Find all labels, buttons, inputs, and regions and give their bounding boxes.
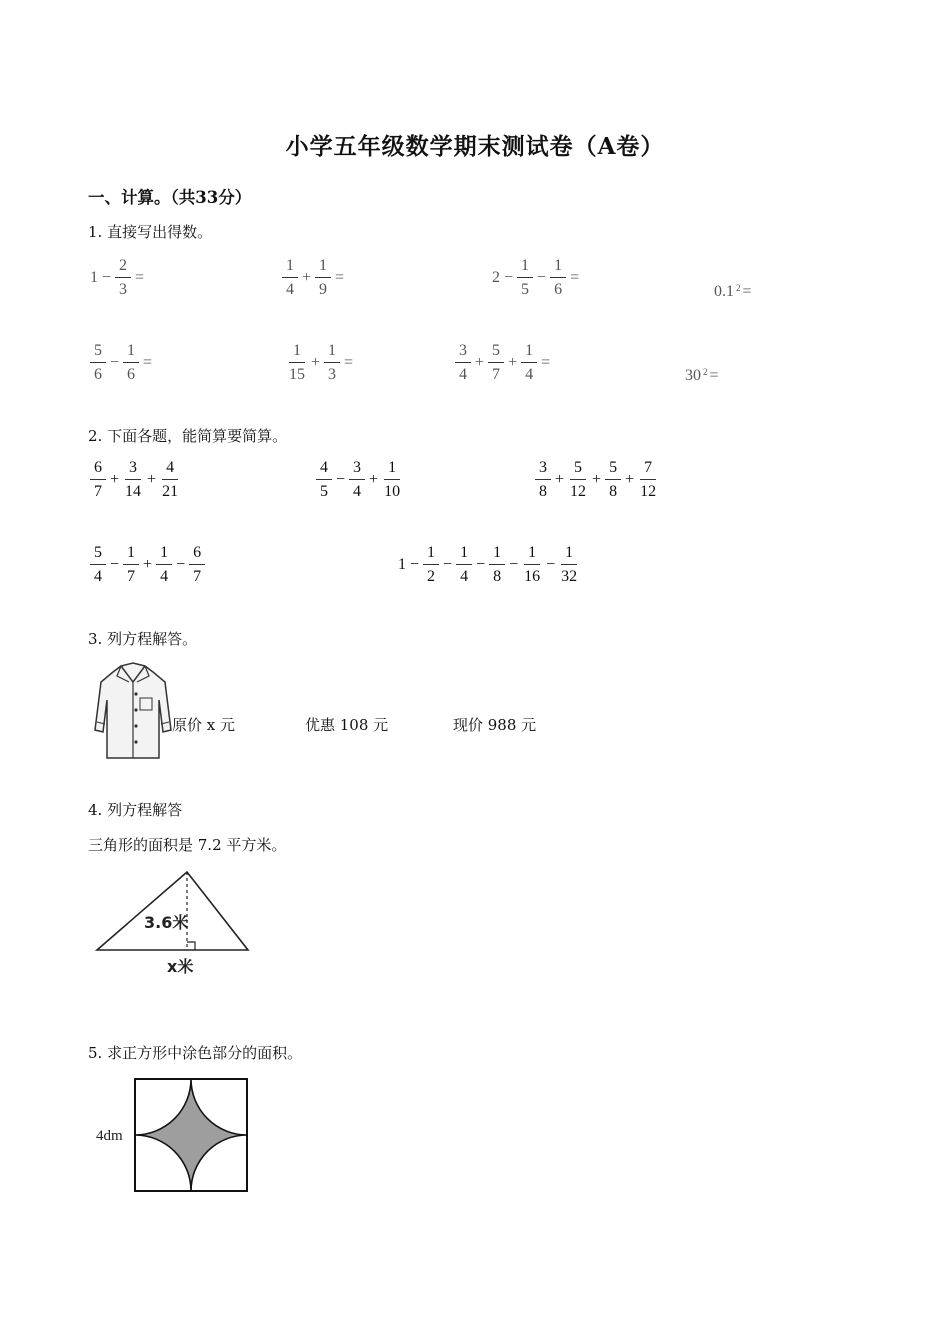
fraction: $\frac{1}{16}$ <box>524 544 541 585</box>
math-token: − <box>410 556 420 573</box>
math-token: = <box>135 269 145 286</box>
math-token: = <box>143 354 153 371</box>
math-token: − <box>110 354 120 371</box>
shirt-icon <box>93 660 173 762</box>
fraction: $\frac{1}{4}$ <box>282 258 298 298</box>
math-token: − <box>336 471 346 488</box>
math-token: 30 <box>685 367 701 384</box>
math-token: + <box>302 269 312 286</box>
fraction: $\frac{5}{12}$ <box>570 459 587 500</box>
math-token: − <box>537 269 547 286</box>
math-token: − <box>110 556 120 573</box>
math-token: + <box>369 471 379 488</box>
current-price: 现价 988 元 <box>453 716 537 734</box>
q2-expr-1 <box>88 460 182 500</box>
fraction: $\frac{3}{4}$ <box>349 460 365 500</box>
exponent: 2 <box>736 283 741 293</box>
fraction: $\frac{1}{8}$ <box>489 545 505 585</box>
square-diagram <box>92 1072 252 1197</box>
fraction: $\frac{1}{15}$ <box>289 342 305 383</box>
fraction: $\frac{4}{21}$ <box>162 459 179 500</box>
math-token: − <box>176 556 186 573</box>
math-token: − <box>546 556 556 573</box>
side-label: 4dm <box>96 1128 123 1144</box>
math-token: + <box>555 471 565 488</box>
q2-label: 2. 下面各题，能简算要简算。 <box>88 427 288 445</box>
fraction: $\frac{5}{6}$ <box>90 343 106 383</box>
discount: 优惠 108 元 <box>305 716 389 734</box>
q1-expr-6 <box>285 343 355 383</box>
math-token: + <box>147 471 157 488</box>
fraction: $\frac{2}{3}$ <box>115 258 131 298</box>
fraction: $\frac{1}{10}$ <box>384 459 401 500</box>
math-token: + <box>592 471 602 488</box>
math-token: = <box>709 367 719 384</box>
original-price: 原价 x 元 <box>172 716 235 734</box>
fraction: $\frac{6}{7}$ <box>189 545 205 585</box>
q2-expr-2 <box>314 460 404 500</box>
q2-expr-3 <box>533 460 660 500</box>
math-token: − <box>476 556 486 573</box>
math-token: + <box>311 354 321 371</box>
fraction: $\frac{1}{6}$ <box>550 258 566 298</box>
math-token: 1 <box>90 269 98 286</box>
fraction: $\frac{6}{7}$ <box>90 460 106 500</box>
q5-label: 5. 求正方形中涂色部分的面积。 <box>88 1044 303 1062</box>
q2-expr-5 <box>396 545 581 585</box>
math-token: 2 <box>492 269 500 286</box>
math-token: 1 <box>398 556 406 573</box>
math-token: 0.1 <box>714 283 734 300</box>
fraction: $\frac{3}{14}$ <box>125 459 142 500</box>
fraction: $\frac{1}{4}$ <box>456 545 472 585</box>
page-title: 小学五年级数学期末测试卷（A卷） <box>285 133 665 160</box>
q1-expr-5 <box>88 343 154 383</box>
fraction: $\frac{7}{12}$ <box>640 459 657 500</box>
fraction: $\frac{3}{4}$ <box>455 343 471 383</box>
fraction: $\frac{5}{8}$ <box>605 460 621 500</box>
q1-expr-4 <box>712 283 754 301</box>
math-token: + <box>475 354 485 371</box>
base-label: x米 <box>167 957 194 976</box>
q4-label: 4. 列方程解答 <box>88 801 183 819</box>
fraction: $\frac{5}{4}$ <box>90 545 106 585</box>
fraction: $\frac{1}{32}$ <box>561 544 578 585</box>
fraction: $\frac{4}{5}$ <box>316 460 332 500</box>
math-token: + <box>625 471 635 488</box>
q1-label: 1. 直接写出得数。 <box>88 223 213 241</box>
math-token: = <box>541 354 551 371</box>
fraction: $\frac{1}{9}$ <box>315 258 331 298</box>
math-token: = <box>570 269 580 286</box>
math-token: + <box>143 556 153 573</box>
math-token: = <box>344 354 354 371</box>
q1-expr-7 <box>453 343 552 383</box>
height-label: 3.6米 <box>144 913 189 932</box>
triangle-diagram <box>90 865 260 980</box>
fraction: $\frac{1}{3}$ <box>324 343 340 383</box>
fraction: $\frac{5}{7}$ <box>488 343 504 383</box>
fraction: $\frac{3}{8}$ <box>535 460 551 500</box>
math-token: + <box>508 354 518 371</box>
math-token: − <box>102 269 112 286</box>
q1-expr-1 <box>88 258 146 298</box>
q1-expr-2 <box>280 258 346 298</box>
q3-label: 3. 列方程解答。 <box>88 630 198 648</box>
q2-expr-4 <box>88 545 207 585</box>
exponent: 2 <box>703 367 708 377</box>
math-token: − <box>509 556 519 573</box>
q1-expr-8 <box>683 367 721 385</box>
math-token: = <box>742 283 752 300</box>
math-token: = <box>335 269 345 286</box>
fraction: $\frac{1}{6}$ <box>123 343 139 383</box>
fraction: $\frac{1}{4}$ <box>156 545 172 585</box>
math-token: − <box>443 556 453 573</box>
section-1-heading: 一、计算。（共33分） <box>88 188 252 207</box>
math-token: + <box>110 471 120 488</box>
fraction: $\frac{1}{5}$ <box>517 258 533 298</box>
fraction: $\frac{1}{4}$ <box>521 343 537 383</box>
fraction: $\frac{1}{7}$ <box>123 545 139 585</box>
q4-description: 三角形的面积是 7.2 平方米。 <box>88 836 287 854</box>
fraction: $\frac{1}{2}$ <box>423 545 439 585</box>
math-token: − <box>504 269 514 286</box>
q1-expr-3 <box>490 258 581 298</box>
